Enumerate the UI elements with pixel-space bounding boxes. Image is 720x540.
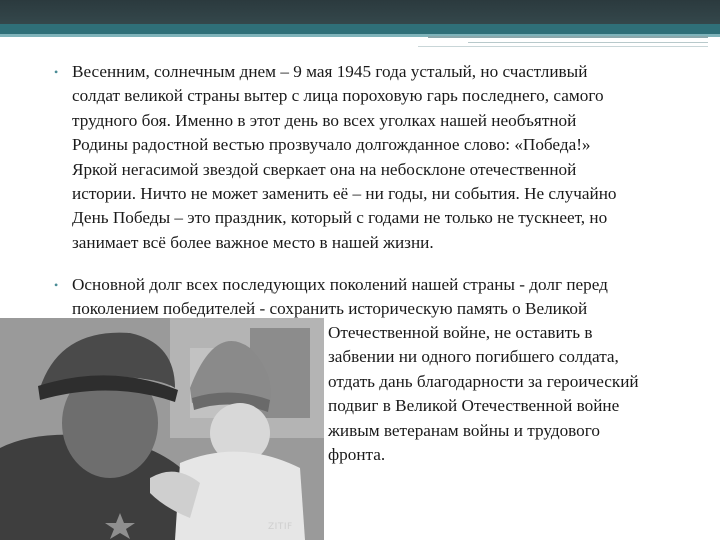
text-line: истории. Ничто не может заменить её – ни годы, ни события. Не случайно <box>72 184 617 204</box>
text-line: трудного боя. Именно в этот день во всех уголках нашей необъятной <box>72 110 577 130</box>
text-line: Яркой негасимой звездой сверкает она на небосклоне отечественной <box>72 159 577 179</box>
watermark: ZITIF <box>268 522 293 532</box>
text-line: Весенним, солнечным днем – 9 мая 1945 года усталый, но счастливый <box>72 62 588 81</box>
text-line: занимает всё более важное место в нашей жизни. <box>72 232 434 252</box>
text-line: День Победы – это праздник, который с годами не только не тускнеет, но <box>72 208 608 228</box>
text-line: фронта. <box>328 445 386 465</box>
text-line: забвении ни одного погибшего солдата, <box>328 347 619 367</box>
soldier-with-child-photo <box>0 318 324 540</box>
text-line: Родины радостной вестью прозвучало долгожданное слово: «Победа!» <box>72 135 591 155</box>
text-line: Основной долг всех последующих поколений нашей страны - долг перед <box>72 275 608 294</box>
bullet-icon: • <box>54 65 59 79</box>
paragraph-victory-day <box>72 60 697 255</box>
decorative-lines <box>408 36 708 52</box>
slide-header-accent <box>0 24 720 34</box>
text-line: живым ветеранам войны и трудового <box>328 420 600 440</box>
text-line: Отечественной войне, не оставить в <box>328 323 593 342</box>
bullet-icon: • <box>54 278 59 292</box>
slide-header-bar <box>0 0 720 24</box>
text-line: солдат великой страны вытер с лица пороховую гарь последнего, самого <box>72 86 604 106</box>
text-line: поколением победителей - сохранить историческую память о Великой <box>72 299 588 319</box>
paragraph-duty <box>72 273 697 322</box>
text-line: подвиг в Великой Отечественной войне <box>328 396 620 416</box>
text-line: отдать дань благодарности за героический <box>328 371 639 391</box>
paragraph-duty-continued <box>328 321 698 467</box>
